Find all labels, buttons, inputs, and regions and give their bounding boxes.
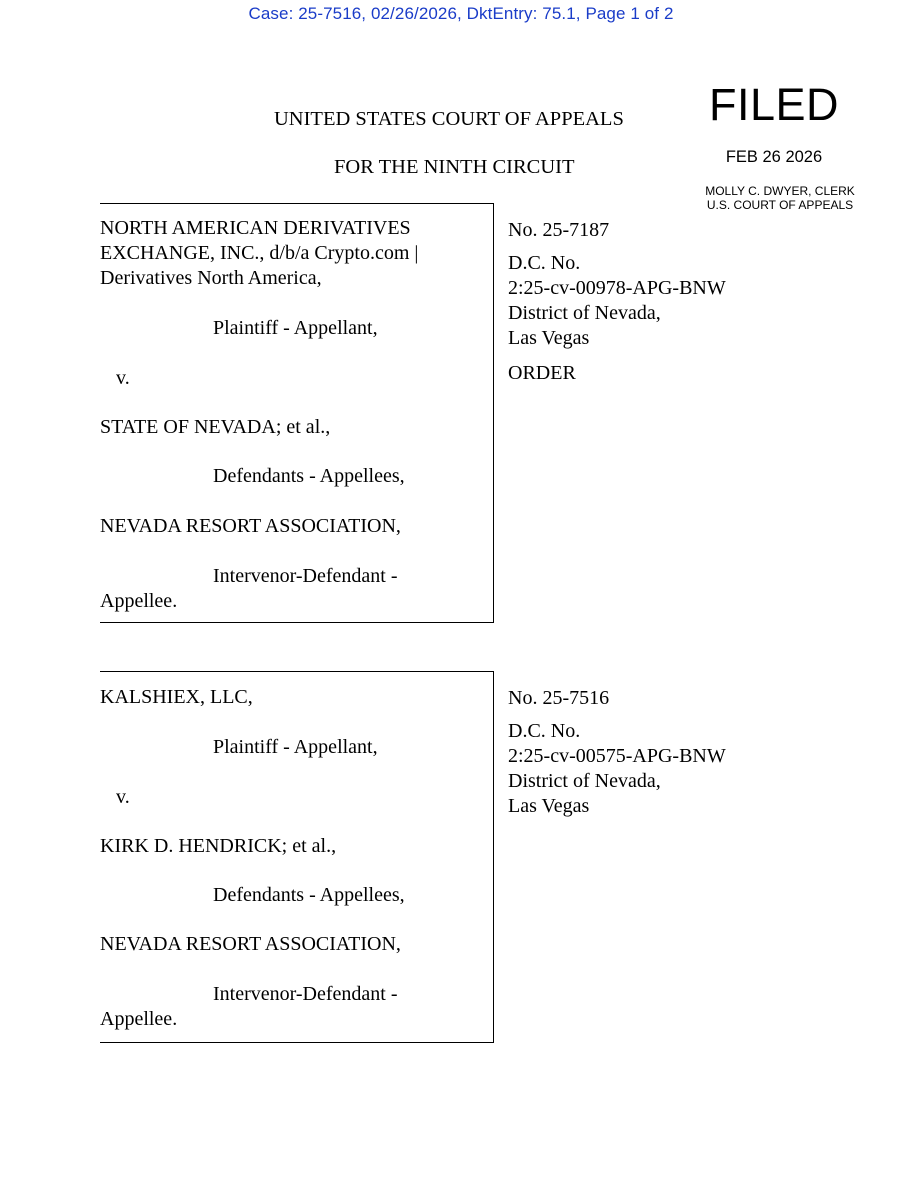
filed-clerk xyxy=(684,184,864,212)
clerk-name: MOLLY C. DWYER, CLERK xyxy=(705,184,855,198)
court-name-line2: FOR THE NINTH CIRCUIT xyxy=(334,156,575,178)
case1-plaintiff-line1: NORTH AMERICAN DERIVATIVES xyxy=(100,217,411,239)
clerk-office: U.S. COURT OF APPEALS xyxy=(706,198,854,212)
case1-intervenor: NEVADA RESORT ASSOCIATION, xyxy=(100,515,401,537)
case1-versus: v. xyxy=(116,367,130,389)
case1-plaintiff-line2: EXCHANGE, INC., d/b/a Crypto.com | xyxy=(100,242,419,264)
case1-dc-label: D.C. No. xyxy=(508,252,581,274)
case1-defendant-role: Defendants - Appellees, xyxy=(213,465,405,487)
case2-intervenor-role-line1: Intervenor-Defendant - xyxy=(213,983,398,1005)
case1-dc-number: 2:25-cv-00978-APG-BNW xyxy=(508,277,726,299)
court-name-line1: UNITED STATES COURT OF APPEALS xyxy=(274,108,624,130)
case2-number: No. 25-7516 xyxy=(508,687,610,709)
case2-dc-label: D.C. No. xyxy=(508,720,581,742)
case2-info xyxy=(508,686,726,819)
case1-number: No. 25-7187 xyxy=(508,219,610,241)
case1-location: Las Vegas xyxy=(508,327,590,349)
case2-district: District of Nevada, xyxy=(508,770,661,792)
case2-plaintiff-role: Plaintiff - Appellant, xyxy=(213,736,378,758)
case2-dc-number: 2:25-cv-00575-APG-BNW xyxy=(508,745,726,767)
case2-plaintiff: KALSHIEX, LLC, xyxy=(100,686,253,708)
case2-defendant: KIRK D. HENDRICK; et al., xyxy=(100,835,337,857)
case1-intervenor-role-line2: Appellee. xyxy=(100,590,178,612)
order-title: ORDER xyxy=(508,362,576,384)
case1-defendant: STATE OF NEVADA; et al., xyxy=(100,416,331,438)
filed-stamp xyxy=(684,80,864,212)
case1-plaintiff-role: Plaintiff - Appellant, xyxy=(213,317,378,339)
filed-date: FEB 26 2026 xyxy=(725,148,823,166)
case2-location: Las Vegas xyxy=(508,795,590,817)
case2-intervenor-role-line2: Appellee. xyxy=(100,1008,178,1030)
case1-intervenor-role-line1: Intervenor-Defendant - xyxy=(213,565,398,587)
case1-district: District of Nevada, xyxy=(508,302,661,324)
case1-info xyxy=(508,218,726,386)
case2-versus: v. xyxy=(116,786,130,808)
filed-word: FILED xyxy=(708,79,840,130)
case2-intervenor: NEVADA RESORT ASSOCIATION, xyxy=(100,933,401,955)
docket-header-stamp: Case: 25-7516, 02/26/2026, DktEntry: 75.1, Page 1 of 2 xyxy=(248,4,674,23)
case1-plaintiff-line3: Derivatives North America, xyxy=(100,267,322,289)
case2-defendant-role: Defendants - Appellees, xyxy=(213,884,405,906)
